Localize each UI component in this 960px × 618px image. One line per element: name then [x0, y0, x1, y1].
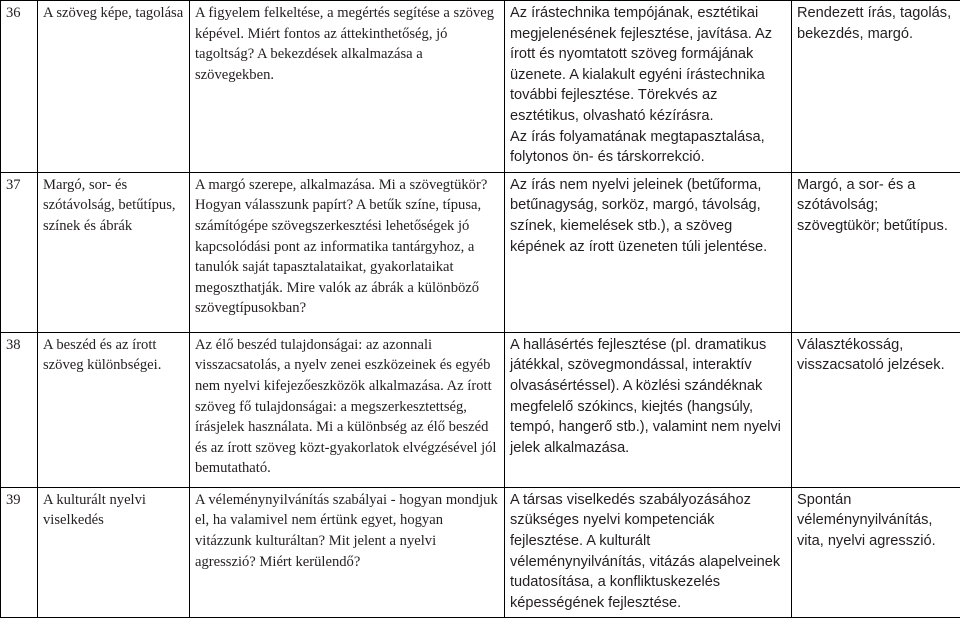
lesson-content: [190, 1, 505, 173]
lesson-topic: A beszéd és az írott szöveg különbségei.: [38, 332, 190, 487]
lesson-number: 37: [1, 172, 38, 332]
development-paragraph: Az írástechnika tempójának, esztétikai megjelenésének fejlesztése, javítása. Az írott és nyomtatott szöveg formájának üzenete. A kialakult egyéni írástechnika további fejlesztése. Törekvés az esztétikus, olvasható kézírásra.: [510, 3, 787, 127]
table-row: [1, 487, 960, 618]
lesson-number: 39: [1, 487, 38, 618]
table-row: [1, 172, 960, 332]
development-paragraph: Az írás nem nyelvi jeleinek (betűforma, betűnagyság, sorköz, margó, távolság, színek, kiemelések stb.), a szöveg képének az írott üzeneten túli jelentése.: [510, 175, 787, 257]
lesson-content: [190, 172, 505, 332]
lesson-content: [190, 332, 505, 487]
development-paragraph: A társas viselkedés szabályozásához szükséges nyelvi kompetenciák fejlesztése. A kulturált véleménynyilvánítás, vitázás alapelveinek tudatosítása, a konfliktuskezelés képességének fejlesztése.: [510, 490, 787, 614]
lesson-content: [190, 487, 505, 618]
table-row: [1, 1, 960, 173]
content-paragraph: A margó szerepe, alkalmazása. Mi a szövegtükör? Hogyan válasszunk papírt? A betűk színe, típusa, számítógépe szövegszerkesztési lehetőségek jó kapcsolódási pont az informatika tantárgyhoz, a tanulók saját tapasztalataikat, gyakorlataikat megoszthatják. Mire valók az ábrák a különböző szövegtípusokban?: [195, 175, 500, 319]
development-paragraph: Az írás folyamatának megtapasztalása, folytonos ön- és társkorrekció.: [510, 127, 787, 168]
lesson-number: 38: [1, 332, 38, 487]
development-goals: [505, 172, 792, 332]
lesson-topic: Margó, sor- és szótávolság, betűtípus, színek és ábrák: [38, 172, 190, 332]
keywords: Rendezett írás, tagolás, bekezdés, margó.: [792, 1, 960, 173]
content-paragraph: Az élő beszéd tulajdonságai: az azonnali visszacsatolás, a nyelv zenei eszközeinek és egyéb nem nyelvi kifejezőeszközök alkalmazása. Az írott szöveg fő tulajdonságai: a megszerkesztettség, írásjelek használata. Mi a különbség az élő beszéd és az írott szöveg közt-gyakorlatok elvégzésével jól bemutatható.: [195, 335, 500, 479]
keywords: Választékosság, visszacsatoló jelzések.: [792, 332, 960, 487]
lesson-topic: A kulturált nyelvi viselkedés: [38, 487, 190, 618]
keywords: Margó, a sor- és a szótávolság; szövegtükör; betűtípus.: [792, 172, 960, 332]
lesson-topic: A szöveg képe, tagolása: [38, 1, 190, 173]
development-goals: [505, 332, 792, 487]
development-goals: [505, 1, 792, 173]
keywords: Spontán véleménynyilvánítás, vita, nyelvi agresszió.: [792, 487, 960, 618]
development-goals: [505, 487, 792, 618]
content-paragraph: A figyelem felkeltése, a megértés segítése a szöveg képével. Miért fontos az áttekinthetőség, jó tagoltság? A bekezdések alkalmazása a szövegekben.: [195, 3, 500, 85]
development-paragraph: A hallásértés fejlesztése (pl. dramatikus játékkal, szövegmondással, interaktív olvasásértéssel). A közlési szándéknak megfelelő szókincs, kiejtés (hangsúly, tempó, hangerő stb.), valamint nem nyelvi jelek alkalmazása.: [510, 335, 787, 459]
content-paragraph: A véleménynyilvánítás szabályai - hogyan mondjuk el, ha valamivel nem értünk egyet, hogyan vitázzunk kulturáltan? Mit jelent a nyelvi agresszió? Miért kerülendő?: [195, 490, 500, 572]
lesson-number: 36: [1, 1, 38, 173]
table-row: [1, 332, 960, 487]
